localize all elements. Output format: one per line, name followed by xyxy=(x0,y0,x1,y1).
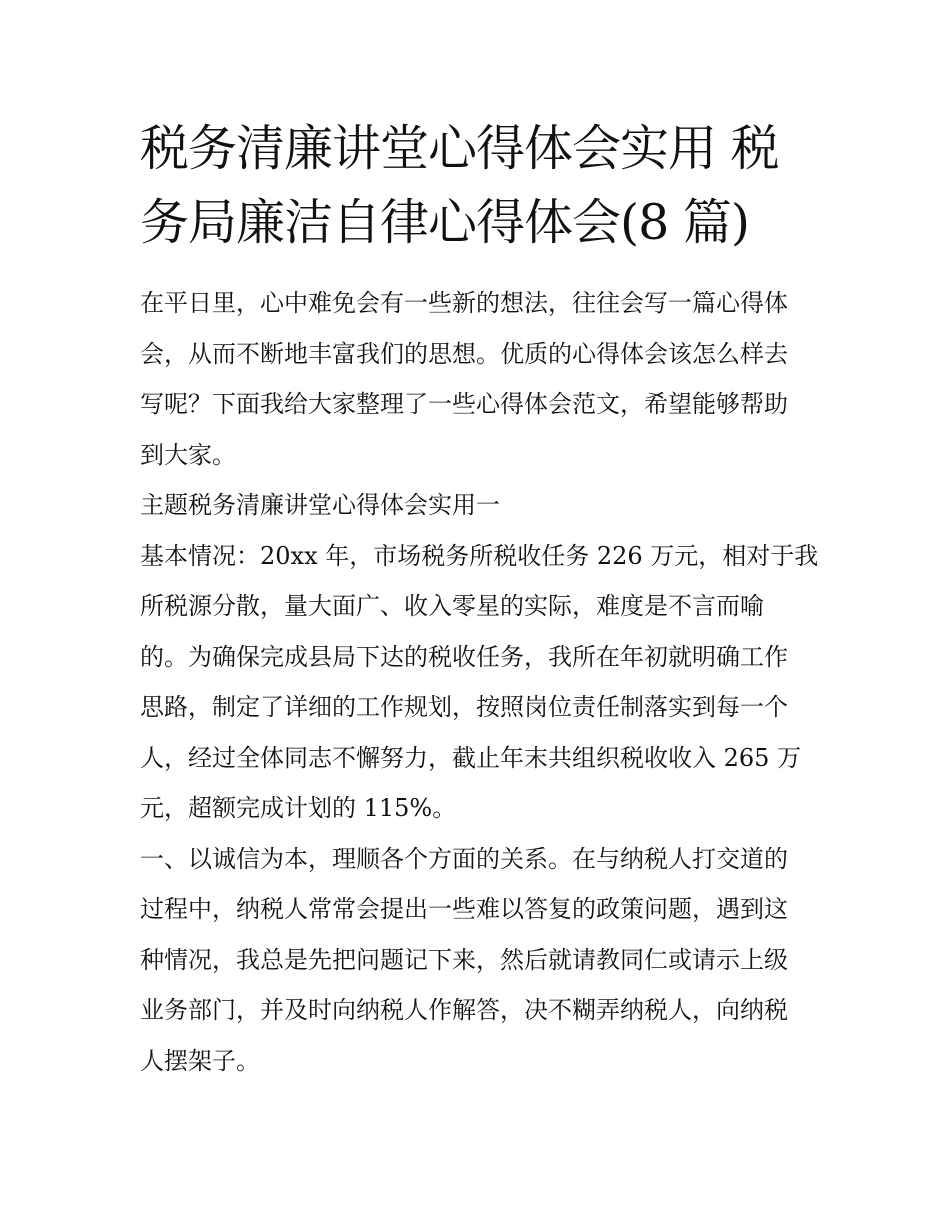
paragraph-line: 人摆架子。 xyxy=(140,1046,260,1075)
intro-line: 在平日里，心中难免会有一些新的想法，往往会写一篇心得体 xyxy=(140,289,788,317)
paragraph-line: 人，经过全体同志不懈努力，截止年末共组织税收收入 265 万 xyxy=(140,743,802,772)
paragraph-line: 元，超额完成计划的 115%。 xyxy=(140,794,457,822)
intro-line: 到大家。 xyxy=(140,440,236,469)
document-body xyxy=(140,278,820,1086)
paragraph-line: 基本情况：20xx 年，市场税务所税收任务 226 万元，相对于我 xyxy=(140,541,819,570)
paragraph-line: 过程中，纳税人常常会提出一些难以答复的政策问题，遇到这 xyxy=(140,895,788,923)
intro-line: 会，从而不断地丰富我们的思想。优质的心得体会该怎么样去 xyxy=(140,339,788,368)
paragraph-line: 业务部门，并及时向纳税人作解答，决不糊弄纳税人，向纳税 xyxy=(140,996,788,1024)
intro-line: 写呢？下面我给大家整理了一些心得体会范文，希望能够帮助 xyxy=(140,390,788,418)
paragraph-line: 一、以诚信为本，理顺各个方面的关系。在与纳税人打交道的 xyxy=(140,844,788,873)
paragraph-line: 的。为确保完成县局下达的税收任务，我所在年初就明确工作 xyxy=(140,642,788,671)
section-heading: 主题税务清廉讲堂心得体会实用一 xyxy=(140,491,500,519)
title-line: 税务清廉讲堂心得体会实用 税 xyxy=(140,120,779,177)
paragraph-line: 思路，制定了详细的工作规划，按照岗位责任制落实到每一个 xyxy=(140,693,788,721)
paragraph-line: 所税源分散，量大面广、收入零星的实际，难度是不言而喻 xyxy=(140,592,764,620)
title-line: 务局廉洁自律心得体会(8 篇) xyxy=(140,194,749,251)
paragraph-line: 种情况，我总是先把问题记下来，然后就请教同仁或请示上级 xyxy=(140,945,788,974)
document-title xyxy=(140,112,820,260)
